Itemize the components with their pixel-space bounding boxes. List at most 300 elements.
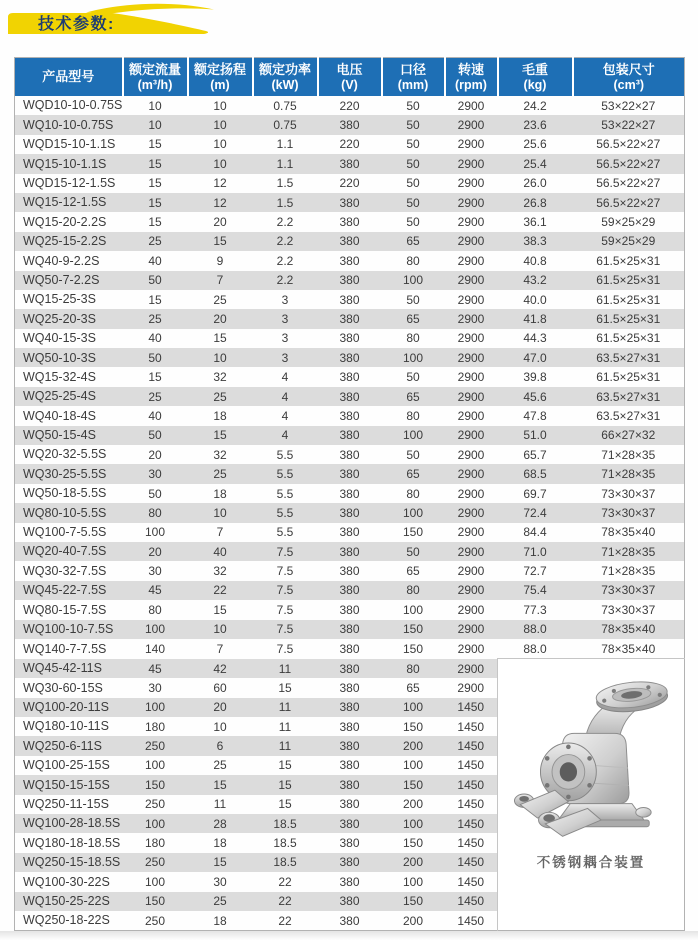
value-cell: 73×30×37 (601, 505, 656, 520)
value-cell: 78×35×40 (601, 622, 656, 637)
value-cell: 250 (144, 913, 166, 928)
value-cell: 3 (281, 311, 289, 326)
value-cell: 26.8 (523, 195, 547, 210)
value-cell: 50 (406, 215, 420, 230)
value-cell: 22 (213, 583, 227, 598)
value-cell: 45 (148, 661, 162, 676)
value-cell: 2900 (457, 311, 485, 326)
value-cell: 150 (144, 777, 166, 792)
value-cell: 200 (402, 739, 424, 754)
value-cell: 56.5×22×27 (596, 176, 661, 191)
value-cell: 380 (339, 855, 360, 870)
value-cell: 88.0 (523, 622, 547, 637)
value-cell: 20 (148, 544, 162, 559)
value-cell: 2900 (457, 98, 485, 113)
value-cell: 250 (144, 739, 166, 754)
model-cell: WQ40-15-3S (23, 331, 96, 346)
value-cell: 50 (406, 292, 420, 307)
column-header: 口径 (mm) (382, 58, 445, 97)
value-cell: 23.6 (523, 118, 547, 133)
value-cell: 150 (402, 641, 424, 656)
value-cell: 2900 (457, 156, 485, 171)
model-cell: WQ80-10-5.5S (23, 505, 107, 520)
table-row (15, 96, 685, 115)
value-cell: 11 (213, 797, 227, 812)
value-cell: 18 (213, 486, 227, 501)
value-cell: 380 (339, 234, 360, 249)
model-cell: WQ50-7-2.2S (23, 272, 100, 287)
value-cell: 220 (339, 98, 360, 113)
value-cell: 380 (339, 913, 360, 928)
value-cell: 40 (148, 331, 162, 346)
value-cell: 80 (406, 253, 420, 268)
value-cell: 40 (148, 408, 162, 423)
column-header: 转速 (rpm) (445, 58, 498, 97)
value-cell: 380 (339, 408, 360, 423)
value-cell: 15 (148, 195, 162, 210)
value-cell: 10 (213, 137, 227, 152)
table-row (15, 445, 685, 464)
value-cell: 80 (406, 331, 420, 346)
model-cell: WQ100-28-18.5S (23, 816, 121, 831)
value-cell: 1450 (457, 719, 485, 734)
value-cell: 150 (402, 836, 424, 851)
value-cell: 22 (278, 874, 292, 889)
value-cell: 2900 (457, 137, 485, 152)
table-row (15, 523, 685, 542)
value-cell: 80 (148, 602, 162, 617)
value-cell: 380 (339, 156, 360, 171)
value-cell: 2.2 (276, 253, 294, 268)
model-cell: WQD15-10-1.1S (23, 137, 116, 152)
spec-table-body (15, 96, 685, 931)
value-cell: 5.5 (276, 447, 294, 462)
column-header: 额定流量 (m³/h) (123, 58, 188, 97)
value-cell: 380 (339, 544, 360, 559)
value-cell: 50 (148, 273, 162, 288)
value-cell: 4 (281, 389, 289, 404)
section-title: 技术参数: (38, 16, 115, 33)
model-cell: WQ80-15-7.5S (23, 602, 107, 617)
value-cell: 40 (213, 544, 227, 559)
value-cell: 380 (339, 602, 360, 617)
value-cell: 380 (339, 331, 360, 346)
section-title-banner (0, 0, 280, 46)
value-cell: 40.8 (523, 253, 547, 268)
coupling-image-block (498, 659, 684, 930)
value-cell: 100 (402, 758, 424, 773)
value-cell: 380 (339, 719, 360, 734)
value-cell: 1.5 (276, 195, 294, 210)
value-cell: 1450 (457, 913, 485, 928)
value-cell: 380 (339, 797, 360, 812)
table-row (15, 426, 685, 445)
value-cell: 15 (148, 156, 162, 171)
model-cell: WQ140-7-7.5S (23, 641, 107, 656)
value-cell: 180 (144, 836, 166, 851)
model-cell: WQ30-32-7.5S (23, 563, 107, 578)
value-cell: 380 (339, 564, 360, 579)
value-cell: 25 (213, 292, 227, 307)
value-cell: 20 (148, 447, 162, 462)
value-cell: 2900 (457, 273, 485, 288)
spec-table (14, 57, 685, 931)
value-cell: 100 (402, 428, 424, 443)
value-cell: 50 (406, 176, 420, 191)
model-cell: WQ45-22-7.5S (23, 583, 107, 598)
value-cell: 15 (278, 797, 292, 812)
value-cell: 100 (144, 816, 166, 831)
value-cell: 15 (213, 428, 227, 443)
value-cell: 47.0 (523, 350, 547, 365)
coupling-image-caption: 不锈钢耦合装置 (536, 855, 646, 871)
value-cell: 2900 (457, 544, 485, 559)
value-cell: 150 (402, 525, 424, 540)
value-cell: 56.5×22×27 (596, 137, 661, 152)
value-cell: 7.5 (276, 583, 294, 598)
value-cell: 7 (216, 641, 224, 656)
value-cell: 20 (213, 700, 227, 715)
value-cell: 150 (402, 622, 424, 637)
value-cell: 10 (213, 156, 227, 171)
value-cell: 25 (213, 758, 227, 773)
value-cell: 65 (406, 680, 420, 695)
value-cell: 43.2 (523, 273, 547, 288)
value-cell: 32 (213, 447, 227, 462)
value-cell: 10 (213, 98, 227, 113)
value-cell: 1450 (457, 855, 485, 870)
value-cell: 4 (281, 428, 289, 443)
value-cell: 50 (406, 137, 420, 152)
value-cell: 77.3 (523, 602, 547, 617)
table-row (15, 154, 685, 173)
value-cell: 11 (278, 661, 292, 676)
value-cell: 2900 (457, 350, 485, 365)
value-cell: 73×30×37 (601, 583, 656, 598)
value-cell: 2900 (457, 525, 485, 540)
model-cell: WQ25-15-2.2S (23, 234, 107, 249)
value-cell: 12 (213, 195, 227, 210)
value-cell: 250 (144, 797, 166, 812)
value-cell: 56.5×22×27 (596, 156, 661, 171)
column-header: 额定扬程 (m) (188, 58, 253, 97)
value-cell: 18 (213, 836, 227, 851)
value-cell: 0.75 (273, 118, 297, 133)
value-cell: 15 (213, 777, 227, 792)
model-cell: WQ180-18-18.5S (23, 835, 121, 850)
value-cell: 69.7 (523, 486, 547, 501)
header-row (15, 58, 685, 97)
value-cell: 53×22×27 (601, 118, 656, 133)
value-cell: 380 (339, 447, 360, 462)
value-cell: 30 (213, 874, 227, 889)
value-cell: 2900 (457, 176, 485, 191)
model-cell: WQ30-60-15S (23, 680, 103, 695)
value-cell: 2900 (457, 602, 485, 617)
table-row (15, 561, 685, 580)
model-cell: WQ20-40-7.5S (23, 544, 107, 559)
value-cell: 68.5 (523, 467, 547, 482)
value-cell: 25.4 (523, 156, 547, 171)
value-cell: 250 (144, 855, 166, 870)
value-cell: 50 (148, 486, 162, 501)
model-cell: WQ40-9-2.2S (23, 253, 100, 268)
value-cell: 2900 (457, 331, 485, 346)
value-cell: 61.5×25×31 (596, 370, 661, 385)
model-cell: WQ15-10-1.1S (23, 156, 107, 171)
value-cell: 7.5 (276, 602, 294, 617)
coupling-image-cell (498, 659, 685, 931)
value-cell: 2900 (457, 389, 485, 404)
value-cell: 2900 (457, 505, 485, 520)
value-cell: 1450 (457, 739, 485, 754)
table-row (15, 193, 685, 212)
value-cell: 25 (213, 389, 227, 404)
table-row (15, 484, 685, 503)
value-cell: 73×30×37 (601, 602, 656, 617)
value-cell: 50 (406, 156, 420, 171)
model-cell: WQD10-10-0.75S (23, 98, 123, 113)
value-cell: 9 (216, 253, 224, 268)
value-cell: 63.5×27×31 (596, 408, 661, 423)
page-bottom-shadow (0, 931, 698, 940)
value-cell: 380 (339, 389, 360, 404)
value-cell: 2900 (457, 680, 485, 695)
value-cell: 2900 (457, 661, 485, 676)
value-cell: 40.0 (523, 292, 547, 307)
table-row (15, 581, 685, 600)
value-cell: 1450 (457, 836, 485, 851)
value-cell: 50 (406, 447, 420, 462)
value-cell: 45.6 (523, 389, 547, 404)
coupling-device-image (501, 662, 681, 850)
value-cell: 380 (339, 195, 360, 210)
model-cell: WQ50-10-3S (23, 350, 96, 365)
value-cell: 71×28×35 (601, 467, 656, 482)
value-cell: 380 (339, 777, 360, 792)
value-cell: 150 (402, 894, 424, 909)
value-cell: 15 (213, 331, 227, 346)
model-cell: WQ250-15-18.5S (23, 855, 121, 870)
value-cell: 47.8 (523, 408, 547, 423)
model-cell: WQ15-32-4S (23, 369, 96, 384)
value-cell: 1450 (457, 700, 485, 715)
value-cell: 22 (278, 913, 292, 928)
table-row (15, 232, 685, 251)
value-cell: 63.5×27×31 (596, 350, 661, 365)
value-cell: 1450 (457, 894, 485, 909)
value-cell: 150 (402, 777, 424, 792)
value-cell: 18 (213, 913, 227, 928)
value-cell: 380 (339, 370, 360, 385)
value-cell: 78×35×40 (601, 641, 656, 656)
value-cell: 2900 (457, 215, 485, 230)
value-cell: 15 (213, 855, 227, 870)
table-row (15, 290, 685, 309)
table-row (15, 309, 685, 328)
value-cell: 32 (213, 370, 227, 385)
value-cell: 100 (144, 874, 166, 889)
value-cell: 2900 (457, 253, 485, 268)
value-cell: 30 (148, 467, 162, 482)
table-row (15, 406, 685, 425)
value-cell: 100 (144, 700, 166, 715)
value-cell: 60 (213, 680, 227, 695)
table-row (15, 251, 685, 270)
model-cell: WQ15-25-3S (23, 292, 96, 307)
value-cell: 15 (148, 292, 162, 307)
model-cell: WQ100-25-15S (23, 758, 110, 773)
value-cell: 25 (213, 467, 227, 482)
column-header: 额定功率 (kW) (253, 58, 318, 97)
model-cell: WQ40-18-4S (23, 408, 96, 423)
value-cell: 2900 (457, 195, 485, 210)
value-cell: 18 (213, 408, 227, 423)
value-cell: 3 (281, 350, 289, 365)
value-cell: 2900 (457, 467, 485, 482)
value-cell: 80 (406, 408, 420, 423)
value-cell: 71.0 (523, 544, 547, 559)
value-cell: 380 (339, 292, 360, 307)
value-cell: 78×35×40 (601, 525, 656, 540)
value-cell: 20 (213, 311, 227, 326)
value-cell: 200 (402, 855, 424, 870)
value-cell: 15 (213, 602, 227, 617)
value-cell: 2.2 (276, 234, 294, 249)
value-cell: 61.5×25×31 (596, 331, 661, 346)
value-cell: 380 (339, 894, 360, 909)
value-cell: 50 (148, 428, 162, 443)
value-cell: 100 (402, 874, 424, 889)
model-cell: WQ50-15-4S (23, 428, 96, 443)
value-cell: 2900 (457, 408, 485, 423)
value-cell: 30 (148, 564, 162, 579)
value-cell: 24.2 (523, 98, 547, 113)
value-cell: 84.4 (523, 525, 547, 540)
model-cell: WQ10-10-0.75S (23, 117, 114, 132)
table-row (15, 639, 685, 659)
model-cell: WQ250-6-11S (23, 738, 102, 753)
value-cell: 32 (213, 564, 227, 579)
model-cell: WQ100-30-22S (23, 874, 110, 889)
value-cell: 380 (339, 467, 360, 482)
value-cell: 380 (339, 836, 360, 851)
value-cell: 4 (281, 370, 289, 385)
value-cell: 100 (402, 602, 424, 617)
value-cell: 36.1 (523, 215, 547, 230)
value-cell: 80 (406, 486, 420, 501)
value-cell: 45 (148, 583, 162, 598)
value-cell: 7.5 (276, 564, 294, 579)
value-cell: 65 (406, 311, 420, 326)
value-cell: 380 (339, 758, 360, 773)
value-cell: 59×25×29 (601, 215, 656, 230)
value-cell: 2900 (457, 486, 485, 501)
value-cell: 30 (148, 680, 162, 695)
value-cell: 10 (213, 505, 227, 520)
value-cell: 380 (339, 583, 360, 598)
value-cell: 2900 (457, 641, 485, 656)
value-cell: 2900 (457, 564, 485, 579)
value-cell: 100 (144, 525, 166, 540)
value-cell: 71×28×35 (601, 544, 656, 559)
value-cell: 26.0 (523, 176, 547, 191)
value-cell: 11 (278, 719, 292, 734)
value-cell: 15 (278, 777, 292, 792)
value-cell: 75.4 (523, 583, 547, 598)
value-cell: 100 (402, 350, 424, 365)
model-cell: WQ100-7-5.5S (23, 525, 107, 540)
value-cell: 15 (148, 215, 162, 230)
value-cell: 50 (406, 370, 420, 385)
value-cell: 6 (216, 739, 224, 754)
value-cell: 100 (402, 273, 424, 288)
value-cell: 15 (148, 370, 162, 385)
model-cell: WQ20-32-5.5S (23, 447, 107, 462)
value-cell: 7.5 (276, 622, 294, 637)
value-cell: 28 (213, 816, 227, 831)
value-cell: 50 (406, 98, 420, 113)
value-cell: 22 (278, 894, 292, 909)
value-cell: 100 (144, 622, 166, 637)
value-cell: 10 (213, 719, 227, 734)
model-cell: WQD15-12-1.5S (23, 176, 116, 190)
value-cell: 380 (339, 680, 360, 695)
value-cell: 59×25×29 (601, 234, 656, 249)
table-row (15, 387, 685, 406)
value-cell: 0.75 (273, 98, 297, 113)
value-cell: 7 (216, 525, 224, 540)
value-cell: 71×28×35 (601, 564, 656, 579)
value-cell: 2900 (457, 447, 485, 462)
value-cell: 380 (339, 486, 360, 501)
value-cell: 7.5 (276, 641, 294, 656)
value-cell: 15 (148, 137, 162, 152)
value-cell: 18.5 (273, 816, 297, 831)
table-row (15, 620, 685, 639)
table-row (15, 503, 685, 522)
value-cell: 380 (339, 525, 360, 540)
value-cell: 10 (148, 98, 162, 113)
value-cell: 100 (144, 758, 166, 773)
value-cell: 220 (339, 137, 360, 152)
value-cell: 180 (144, 719, 166, 734)
model-cell: WQ100-10-7.5S (23, 621, 114, 636)
table-row (15, 348, 685, 367)
model-cell: WQ30-25-5.5S (23, 466, 107, 481)
value-cell: 10 (213, 622, 227, 637)
value-cell: 61.5×25×31 (596, 311, 661, 326)
model-cell: WQ150-15-15S (23, 777, 110, 792)
value-cell: 72.7 (523, 564, 547, 579)
value-cell: 150 (144, 894, 166, 909)
column-header: 毛重 (kg) (498, 58, 573, 97)
value-cell: 380 (339, 428, 360, 443)
value-cell: 15 (148, 176, 162, 191)
table-row (15, 659, 685, 678)
value-cell: 200 (402, 797, 424, 812)
value-cell: 25 (148, 389, 162, 404)
value-cell: 380 (339, 641, 360, 656)
value-cell: 61.5×25×31 (596, 292, 661, 307)
table-row (15, 464, 685, 483)
value-cell: 380 (339, 273, 360, 288)
value-cell: 63.5×27×31 (596, 389, 661, 404)
model-cell: WQ25-25-4S (23, 389, 96, 404)
model-cell: WQ100-20-11S (23, 700, 109, 715)
value-cell: 50 (406, 118, 420, 133)
value-cell: 100 (402, 700, 424, 715)
